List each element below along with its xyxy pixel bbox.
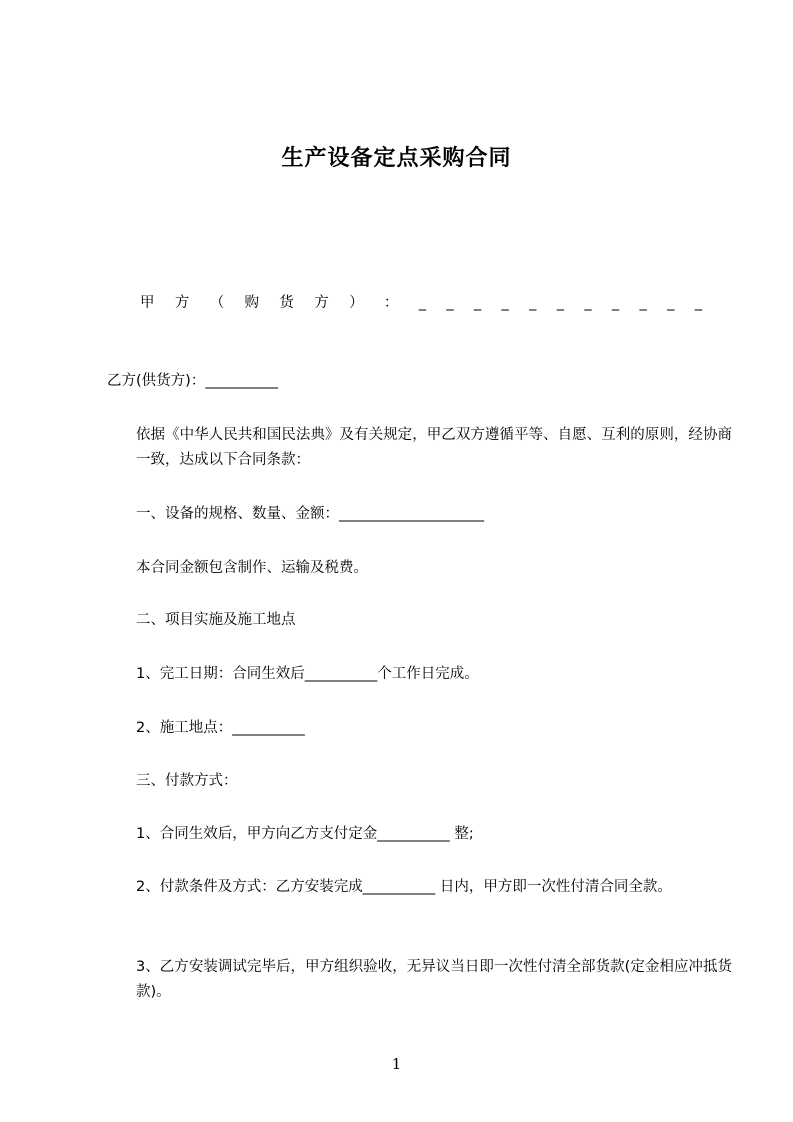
section3-item1: 1、合同生效后，甲方向乙方支付定金__________ 整;: [136, 826, 474, 842]
party-a-char: _: [639, 295, 647, 311]
party-a-char: ）: [349, 295, 364, 311]
party-a-char: _: [694, 295, 702, 311]
party-a-char: _: [446, 295, 454, 311]
party-a-char: _: [667, 295, 675, 311]
page-number: 1: [391, 1055, 402, 1073]
section2-heading: 二、项目实施及施工地点: [136, 612, 296, 628]
preamble-paragraph: 依据《中华人民共和国民法典》及有关规定，甲乙双方遵循平等、自愿、互利的原则，经协商一致，达成以下合同条款：: [136, 427, 732, 468]
party-a-char: 甲: [140, 295, 155, 311]
party-a-char: _: [584, 295, 592, 311]
party-a-char: ：: [383, 295, 399, 311]
party-b-line: 乙方(供货方)：__________: [107, 373, 278, 389]
party-a-char: _: [501, 295, 509, 311]
section3-item3: 3、乙方安装调试完毕后，甲方组织验收，无异议当日即一次性付清全部货款(定金相应冲抵货款)。: [136, 959, 732, 1000]
party-a-char: 购: [244, 295, 260, 311]
party-a-char: _: [529, 295, 537, 311]
party-a-char: 货: [279, 295, 294, 311]
party-a-line: [140, 291, 702, 315]
section3-item2: 2、付款条件及方式：乙方安装完成__________ 日内，甲方即一次性付清合同全款。: [136, 879, 672, 895]
section2-item2: 2、施工地点：__________: [136, 720, 305, 736]
section3-heading: 三、付款方式：: [136, 773, 238, 789]
party-a-char: （: [209, 295, 225, 311]
party-a-char: _: [418, 295, 426, 311]
section2-item1: 1、完工日期：合同生效后__________个工作日完成。: [136, 666, 479, 682]
party-a-char: _: [473, 295, 482, 311]
section1-note: 本合同金额包含制作、运输及税费。: [136, 560, 368, 576]
party-a-char: _: [611, 295, 620, 311]
document-title: 生产设备定点采购合同: [281, 146, 512, 171]
party-a-char: 方: [174, 295, 190, 311]
section1-heading: 一、设备的规格、数量、金额：____________________: [136, 506, 484, 522]
party-a-char: 方: [314, 295, 329, 311]
party-a-char: _: [556, 295, 564, 311]
